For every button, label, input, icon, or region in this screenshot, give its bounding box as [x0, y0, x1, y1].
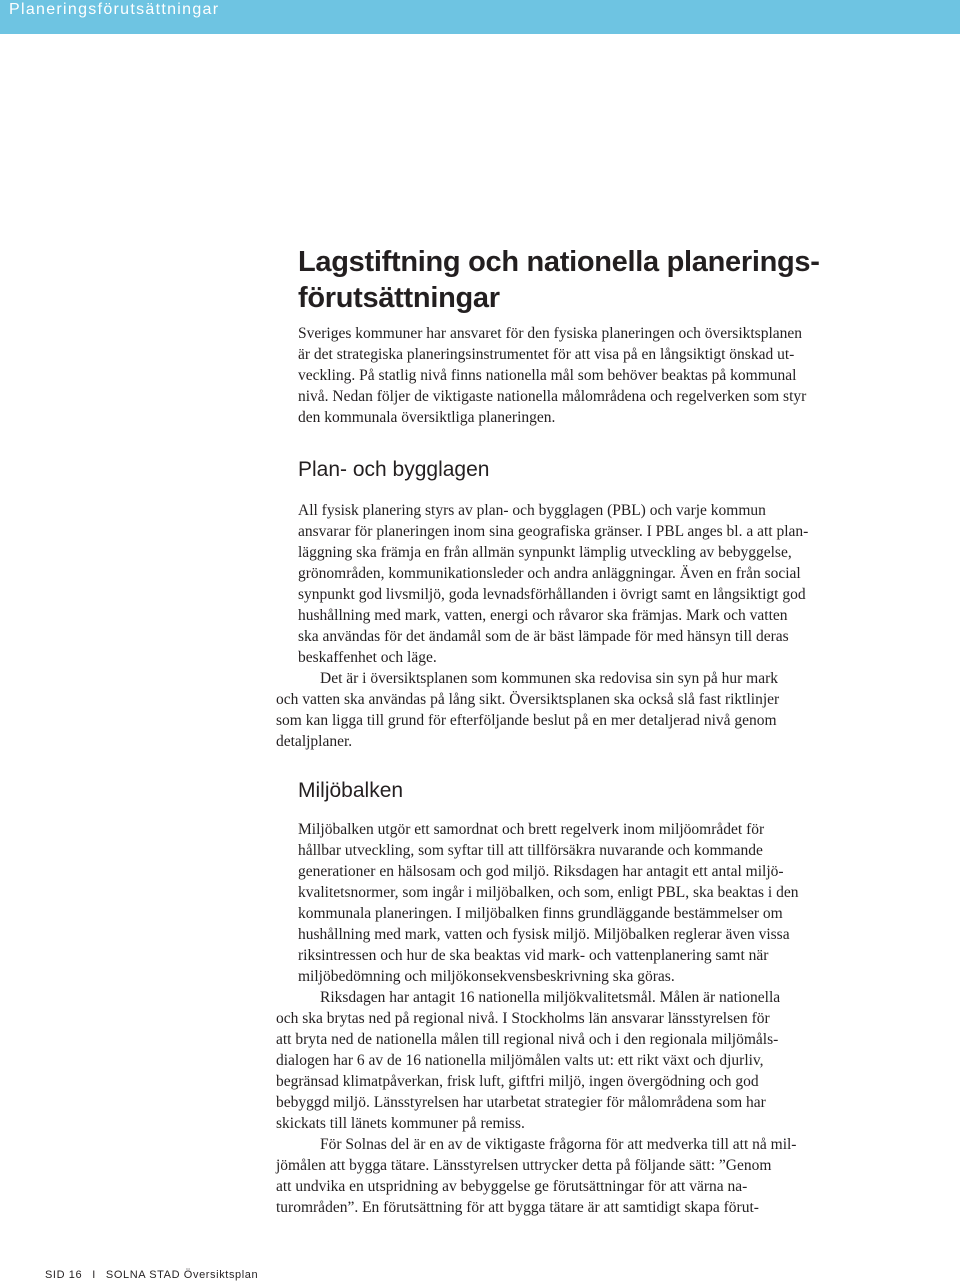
mb-body [276, 819, 858, 1218]
pbl-heading-block [298, 457, 858, 483]
footer-separator: I [92, 1269, 96, 1281]
text-line: ansvarar för planeringen inom sina geografiska gränser. I PBL anges bl. a att plan- [298, 523, 809, 540]
pbl-paragraph-2 [276, 668, 858, 752]
text-line: All fysisk planering styrs av plan- och bygglagen (PBL) och varje kommun [298, 502, 766, 519]
band-label: Planeringsförutsättningar [9, 1, 220, 18]
main-heading [298, 244, 858, 316]
page-title [298, 244, 858, 316]
header-band [0, 0, 960, 34]
pbl-body [276, 500, 858, 752]
text-line: läggning ska främja en från allmän synpunkt lämplig utveckling av bebyggelse, [298, 544, 792, 561]
mb-paragraph-3 [276, 1134, 858, 1218]
text-line: miljöbedömning och miljökonsekvensbeskrivning ska göras. [298, 968, 675, 985]
text-line: riksintressen och hur de ska beaktas vid mark- och vattenplanering samt när [298, 947, 769, 964]
text-line: jömålen att bygga tätare. Länsstyrelsen uttrycker detta på följande sätt: ”Genom [276, 1157, 772, 1174]
text-line: generationer en hälsosam och god miljö. Riksdagen har antagit ett antal miljö- [298, 863, 784, 880]
pbl-heading: Plan- och bygglagen [298, 458, 490, 481]
mb-heading: Miljöbalken [298, 779, 404, 802]
text-line: detaljplaner. [276, 733, 353, 750]
text-line: turområden”. En förutsättning för att bygga tätare är att samtidigt skapa förut- [276, 1199, 759, 1216]
text-line: ska användas för det ändamål som de är bäst lämpade för med hänsyn till deras [298, 628, 789, 645]
intro-paragraph [298, 323, 858, 428]
text-line: hållbar utveckling, som syftar till att tillförsäkra nuvarande och kommande [298, 842, 763, 859]
text-line: och ska brytas ned på regional nivå. I Stockholms län ansvarar länsstyrelsen för [276, 1010, 770, 1027]
text-line: beskaffenhet och läge. [298, 649, 437, 666]
intro-line: nivå. Nedan följer de viktigaste nationella målområdena och regelverken som styr [298, 388, 807, 405]
intro-text [298, 323, 858, 428]
intro-line: Sveriges kommuner har ansvaret för den fysiska planeringen och översiktsplanen [298, 325, 803, 342]
pbl-paragraph-1 [298, 500, 858, 668]
title-line-2: förutsättningar [298, 282, 500, 314]
text-line: grönområden, kommunikationsleder och andra anläggningar. Även en från social [298, 565, 801, 582]
mb-paragraph-1 [298, 819, 858, 987]
intro-line: är det strategiska planeringsinstrumentet för att visa på en långsiktigt önskad ut- [298, 346, 795, 363]
text-line: som kan ligga till grund för efterföljande beslut på en mer detaljerad nivå genom [276, 712, 777, 729]
text-line: För Solnas del är en av de viktigaste frågorna för att medverka till att nå mil- [320, 1136, 797, 1153]
text-line: begränsad klimatpåverkan, frisk luft, giftfri miljö, ingen övergödning och god [276, 1073, 759, 1090]
title-line-1: Lagstiftning och nationella planerings- [298, 246, 820, 278]
text-line: Riksdagen har antagit 16 nationella miljökvalitetsmål. Målen är nationella [320, 989, 781, 1006]
text-line: skickats till länets kommuner på remiss. [276, 1115, 525, 1132]
text-line: hushållning med mark, vatten, energi och råvaror ska främjas. Mark och vatten [298, 607, 788, 624]
text-line: kvalitetsnormer, som ingår i miljöbalken, och som, enligt PBL, ska beaktas i den [298, 884, 799, 901]
text-line: Miljöbalken utgör ett samordnat och brett regelverk inom miljöområdet för [298, 821, 765, 838]
page-footer [45, 1269, 258, 1281]
page-number: SID 16 [45, 1269, 83, 1281]
text-line: att bryta ned de nationella målen till regional nivå och i den regionala miljömåls- [276, 1031, 779, 1048]
mb-heading-block [298, 778, 858, 804]
text-line: kommunala planeringen. I miljöbalken finns grundläggande bestämmelser om [298, 905, 783, 922]
text-line: synpunkt god livsmiljö, goda levnadsförhållanden i övrigt samt en långsiktigt god [298, 586, 806, 603]
text-line: att undvika en utspridning av bebyggelse ge förutsättningar för att värna na- [276, 1178, 748, 1195]
text-line: Det är i översiktsplanen som kommunen ska redovisa sin syn på hur mark [320, 670, 779, 687]
text-line: hushållning med mark, vatten och fysisk miljö. Miljöbalken reglerar även vissa [298, 926, 790, 943]
intro-line: veckling. På statlig nivå finns nationella mål som behöver beaktas på kommunal [298, 367, 797, 384]
intro-line: den kommunala översiktliga planeringen. [298, 409, 556, 426]
text-line: bebyggd miljö. Länsstyrelsen har utarbetat strategier för målområdena som har [276, 1094, 766, 1111]
text-line: och vatten ska användas på lång sikt. Översiktsplanen ska också slå fast riktlinjer [276, 691, 780, 708]
publication-name: SOLNA STAD Översiktsplan [105, 1269, 259, 1281]
mb-paragraph-2 [276, 987, 858, 1134]
text-line: dialogen har 6 av de 16 nationella miljömålen valts ut: ett rikt växt och djurliv, [276, 1052, 764, 1069]
